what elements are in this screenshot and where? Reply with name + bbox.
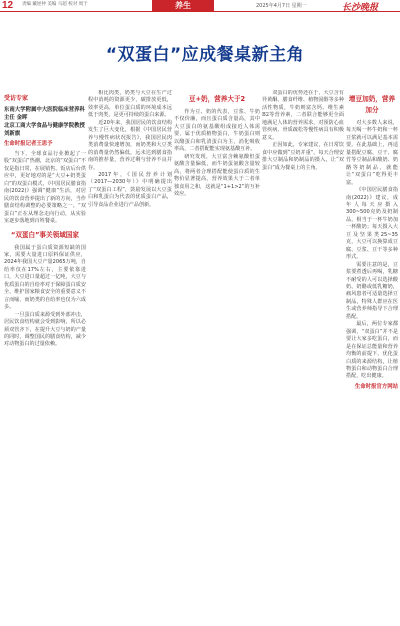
subhead-3: 增豆加奶，营养加分: [348, 95, 396, 114]
editor-credits: 责编 戴逆仲 美编 马超 校对 周于: [22, 2, 88, 7]
column-2: [88, 90, 172, 618]
column-4: [262, 90, 344, 618]
paragraph: 近20年来，我国居民的饮食结构发生了巨大变化，根据《中国居民营养与慢性病状况报告》，我国居民肉类消费量快速增加，而奶类和大豆类的消费量仍然偏低，远未达到膳食指南的推荐量，营养过剩与营养不良并存。: [88, 119, 172, 171]
paragraph: 相比肉类，奶类与大豆在生产过程中消耗的资源更少，碳排放更低，效率更高，单位蛋白质的环境成本远低于肉类，是更可持续的蛋白来源。: [88, 90, 172, 119]
paragraph: 一旦蛋白质来源受到外部冲击，居民饮食结构就会受到影响，所以必须双管齐下，在提升大豆与奶的产量的同时，调整国民的膳食结构，减少对动物蛋白的过量依赖。: [4, 311, 86, 348]
paragraph: 最后，两位专家都强调，“双蛋白”并不是要让大家多吃蛋白，而是在保证总能量和营养均衡的前提下，优化蛋白质的来源结构，让植物蛋白和动物蛋白合理搭配，吃出健康。: [346, 321, 398, 380]
newspaper-logo: 长沙晚报: [342, 3, 379, 13]
column-5: [346, 90, 398, 618]
subhead-2: 豆+奶，营养大于2: [188, 95, 246, 103]
expert-2: 北京工商大学食品与健康学院教授 刘新旗: [4, 123, 85, 137]
headline: “双蛋白”应成餐桌新主角: [105, 45, 305, 65]
paragraph: 2017年，《国民营养计划（2017—2030年）》中明确提出了“双蛋白工程”，鼓励发展以大豆蛋白和乳蛋白为代表的优质蛋白产品，引导食品企业进行产品创新。: [88, 171, 172, 208]
issue-date: 2025年4月7日 星期一: [256, 3, 307, 9]
source-credit: 生命时报官方网站: [354, 383, 398, 390]
intro-paragraph: 当下，全球食品行业掀起了一股“双蛋白”热潮，北京的“双蛋白”不仅是指日常，在展销售、饭店后台供应中，更好地对的是“大豆+奶类蛋白”的双蛋白模式，《中国居民膳食指南(2022)》强调“健康”生活，对居民的饮食营养提出了新的方向，当作膳食结构调整的必要策略之一。“双蛋白”正在从理念走向行动，从实验室逐步落地到百姓餐桌。: [4, 151, 86, 225]
masthead-bar: [0, 0, 400, 12]
paragraph: 我国属于蛋白质资源短缺的国家，需要大量进口原料保证供应，2024年我国大豆产量2065万吨，自给率仅在17%左右，主要依靠进口，大豆进口量超过一亿吨，大豆与优质蛋白的自给率对于保障蛋白质安全、维护国家粮食安全的重要意义不言而喻，而奶类的自给率也仅为六成多。: [4, 244, 86, 311]
column-1: [4, 90, 86, 618]
page-number: 12: [2, 0, 14, 11]
paragraph: 作为豆、奶的代表，豆浆、牛奶不仅价廉，而且蛋白质含量高，其中大豆蛋白的氨基酸组成接近人体需要，属于优质植物蛋白，牛奶蛋白则以酪蛋白和乳清蛋白为主，消化吸收率高，二者搭配能实现氨基酸互补。: [174, 109, 260, 153]
interview-label: 受访专家: [4, 95, 29, 102]
subhead-1: “双蛋白”事关领域国家: [10, 230, 79, 239]
section-label: 养生: [152, 0, 214, 12]
paragraph: 对大多数人来说，每天喝一杯牛奶和一杯豆浆就可以满足基本需要。在此基础上，再适量搭配豆腐、豆干、腐竹等豆制品和酸奶、奶酪等奶制品，就能让“双蛋白”吃得更丰富。: [346, 120, 398, 186]
expert-1: 东南大学附属中大医院临床营养科主任 金晖: [4, 107, 85, 121]
paragraph: 需要注意的是，豆浆要煮透后再喝，乳糖不耐受的人可以选择酸奶、奶酪或低乳糖奶，痛风患者可适量选择豆制品，特殊人群应在医生或营养师指导下合理搭配。: [346, 261, 398, 320]
paragraph: 双蛋白的优势还在于，大豆含有异黄酮、膳食纤维、植物固醇等多种活性物质，牛奶则富含钙、维生素B2等营养素，二者联合能够更全面地满足人体的营养需求，对预防心血管疾病、骨质疏松等慢性病具有积极意义。: [262, 90, 344, 141]
column-3: [174, 90, 260, 618]
byline: 生命时报记者王思予: [4, 141, 53, 147]
paragraph: 《中国居民膳食指南(2022)》建议，成年人每天应摄入300~500克奶及奶制品，相当于一杯牛奶加一杯酸奶；每天摄入大豆及坚果类25~35克，大豆可以换算成豆腐、豆浆、豆干等多种形式。: [346, 187, 398, 261]
paragraph: 研究发现，大豆富含赖氨酸但蛋氨酸含量偏低，而牛奶蛋氨酸含量较高，将两者合理搭配能使蛋白质的生物价显著提高，营养效果大于二者单独食用之和，这就是“1+1>2”的互补效应。: [174, 153, 260, 197]
paragraph: 正因如此，专家建议，在日常饮食中应做到“豆奶并重”，每天合理安排大豆制品和奶制品的摄入，让“双蛋白”成为餐桌上的主角。: [262, 142, 344, 171]
